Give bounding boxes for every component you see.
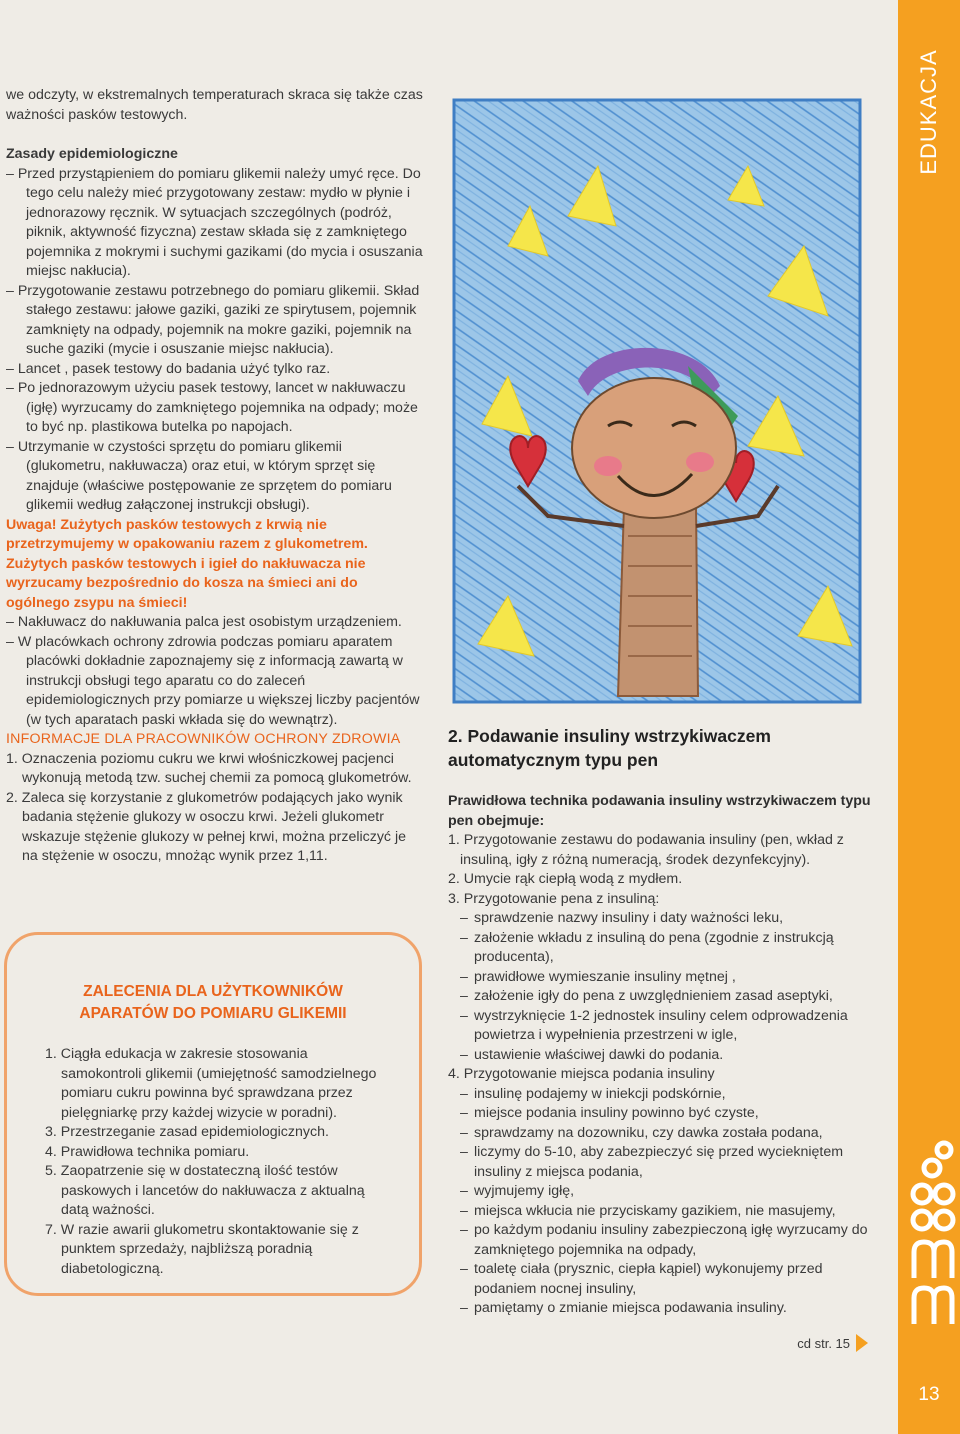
sub-list-text: wystrzyknięcie 1-2 jednostek insuliny celem odprowadzenia powietrza i wypełnienia przestrzeni w igle, [474, 1007, 848, 1043]
list-item: 2. Umycie rąk ciepłą wodą z mydłem. [448, 871, 683, 887]
dash-bullet: – [460, 1202, 468, 1219]
sub-list-item [448, 1007, 872, 1046]
box-title-line: ZALECENIA DLA UŻYTKOWNIKÓW [83, 983, 343, 1000]
warning-text: Uwaga! Zużytych pasków testowych z krwią nie przetrzymujemy w opakowaniu razem z glukometrem. Zużytych pasków testowych i igieł do nakłuwacza nie wyrzucamy bezpośrednio do kosza na śmieci ani do ogólnego zsypu na śmieci! [6, 516, 368, 611]
sub-list-text: miejsce podania insuliny powinno być czyste, [474, 1105, 759, 1121]
sub-list-item [448, 1143, 872, 1182]
arrow-right-icon [856, 1334, 868, 1352]
section-subtitle: Prawidłowa technika podawania insuliny wstrzykiwaczem typu pen obejmuje: [448, 793, 871, 829]
right-column [448, 724, 872, 1319]
child-drawing-illustration [448, 96, 866, 706]
box-title-line: APARATÓW DO POMIARU GLIKEMII [79, 1005, 347, 1022]
info-item: 1. Oznaczenia poziomu cukru we krwi włośniczkowej pacjenci wykonują metodą tzw. suchej chemii za pomocą glukometrów. [6, 750, 412, 786]
list-item: – Po jednorazowym użyciu pasek testowy, lancet w nakłuwaczu (igłę) wyrzucamy do zamkniętego pojemnika na odpady; może to być np. plastikowa butelka po napojach. [6, 380, 418, 435]
list-item: – Utrzymanie w czystości sprzętu do pomiaru glikemii (glukometru, nakłuwacza) oraz etui, w którym sprzęt się znajduje (właściwe postępowanie ze sprzętem do pomiaru glikemii według załączonej instrukcji obsługi). [6, 438, 392, 513]
dash-bullet: – [460, 988, 468, 1004]
brand-logo-icon [908, 1138, 956, 1334]
sub-list-item [448, 1182, 872, 1202]
box-item: 7. W razie awarii glukometru skontaktowanie się z punktem sprzedaży, najbliższą poradnią diabetologiczną. [45, 1221, 359, 1277]
sub-list-text: założenie wkładu z insuliną do pena (zgodnie z instrukcją producenta), [474, 929, 834, 965]
sub-list-text: insulinę podajemy w iniekcji podskórnie, [474, 1085, 726, 1102]
box-item: 3. Przestrzeganie zasad epidemiologicznych. [45, 1124, 329, 1140]
sub-list-text: prawidłowe wymieszanie insuliny mętnej , [474, 968, 736, 985]
list-item: – Lancet , pasek testowy do badania użyć tylko raz. [6, 360, 331, 377]
sub-list-text: miejsca wkłucia nie przyciskamy gazikiem, nie masujemy, [474, 1202, 836, 1219]
dash-bullet: – [460, 1105, 468, 1121]
dash-bullet: – [460, 910, 468, 926]
dash-bullet: – [460, 1007, 468, 1024]
section-label [898, 0, 960, 190]
list-item: 3. Przygotowanie pena z insuliną: [448, 890, 660, 907]
list-item: – Przed przystąpieniem do pomiaru glikemii należy umyć ręce. Do tego celu należy mieć przygotowany zestaw: mydło w płynie i jednorazowy ręcznik. W sytuacjach szczególnych (podróż, piknik, aktywność fizyczna) zestaw składa się z zamkniętego pojemnika z mokrymi i suchymi gazikami (do mycia i osuszania miejsc nakłucia). [6, 165, 423, 279]
box-item: 4. Prawidłowa technika pomiaru. [45, 1143, 250, 1160]
list-item: – Nakłuwacz do nakłuwania palca jest osobistym urządzeniem. [6, 614, 402, 630]
box-item: 1. Ciągła edukacja w zakresie stosowania samokontroli glikemii (umiejętność samodzielnego pomiaru cukru powinna być sprawdzana przez pielęgniarkę przy każdej wizycie w poradni). [45, 1046, 377, 1121]
sub-list-item [448, 1202, 872, 1222]
sub-list-item [448, 1046, 872, 1066]
box-item: 5. Zaopatrzenie się w dostateczną ilość testów paskowych i lancetów do nakłuwacza z aktualną datą ważności. [45, 1163, 365, 1218]
sub-list-item [448, 1299, 872, 1319]
sub-list-text: pamiętamy o zmianie miejsca podawania insuliny. [474, 1300, 787, 1316]
sub-list-item [448, 929, 872, 968]
intro-text: we odczyty, w ekstremalnych temperaturach skraca się także czas ważności pasków testowych. [6, 87, 423, 123]
dash-bullet: – [460, 1085, 468, 1102]
list-item: 4. Przygotowanie miejsca podania insuliny [448, 1066, 715, 1082]
box-list [45, 1045, 385, 1279]
continued-note [797, 1334, 868, 1352]
sub-list-3 [448, 909, 872, 1065]
sub-list-item [448, 987, 872, 1007]
left-column [6, 86, 424, 867]
sub-list-item [448, 1104, 872, 1124]
dash-bullet: – [460, 1261, 468, 1277]
sub-list-4 [448, 1085, 872, 1319]
sub-list-item [448, 909, 872, 929]
list-item: 1. Przygotowanie zestawu do podawania insuliny (pen, wkład z insuliną, igły z różną numeracją, środek dezynfekcyjny). [448, 832, 844, 868]
sub-list-text: założenie igły do pena z uwzględnieniem zasad aseptyki, [474, 988, 833, 1004]
dash-bullet: – [460, 929, 468, 946]
dash-bullet: – [460, 1183, 468, 1199]
sub-list-item [448, 1260, 872, 1299]
info-heading: INFORMACJE DLA PRACOWNIKÓW OCHRONY ZDROWIA [6, 731, 401, 747]
list-item: – W placówkach ochrony zdrowia podczas pomiaru aparatem placówki dokładnie zapoznajemy się z informacją zawartą w instrukcji obsługi tego aparatu co do zaleceń epidemiologicznych przy pomiarze u większej liczby pacjentów (w tych aparatach paski wkłada się do wewnątrz). [6, 633, 420, 728]
list-item: – Przygotowanie zestawu potrzebnego do pomiaru glikemii. Skład stałego zestawu: jałowe gaziki, gaziki ze spirytusem, pojemnik zamknięty na odpady, pojemnik na mokre gaziki, pojemnik na suche gaziki (mycie i osuszanie miejsc nakłucia). [6, 282, 420, 357]
sub-list-item [448, 1221, 872, 1260]
section-label-text: EDUKACJA [916, 49, 941, 175]
sub-list-text: ustawienie właściwej dawki do podania. [474, 1046, 724, 1063]
box-title [7, 981, 419, 1025]
sub-list-text: wyjmujemy igłę, [474, 1183, 575, 1199]
sub-list-text: toaletę ciała (prysznic, ciepła kąpiel) wykonujemy przed podaniem nocnej insuliny, [474, 1261, 823, 1297]
sub-list-item [448, 1124, 872, 1144]
dash-bullet: – [460, 1144, 468, 1160]
dash-bullet: – [460, 968, 468, 985]
section-title: 2. Podawanie insuliny wstrzykiwaczem automatycznym typu pen [448, 726, 771, 770]
dash-bullet: – [460, 1046, 468, 1063]
sub-list-item [448, 968, 872, 988]
continued-text: cd str. 15 [797, 1335, 850, 1351]
info-item: 2. Zaleca się korzystanie z glukometrów podających jako wynik badania stężenie glukozy w osoczu krwi. Jeżeli glukometr wskazuje stężenie glukozy w pełnej krwi, można przeliczyć je na stężenie w osoczu, mnożąc wynik przez 1,11. [6, 789, 407, 864]
page-number: 13 [918, 1384, 940, 1405]
sub-list-item [448, 1085, 872, 1105]
sub-list-text: liczymy do 5-10, aby zabezpieczyć się przed wyciekniętem insuliny z miejsca podania, [474, 1144, 844, 1180]
sub-list-text: sprawdzenie nazwy insuliny i daty ważności leku, [474, 910, 784, 926]
epidemiology-heading: Zasady epidemiologiczne [6, 146, 178, 162]
sub-list-text: sprawdzamy na dozowniku, czy dawka została podana, [474, 1124, 823, 1141]
dash-bullet: – [460, 1222, 468, 1238]
dash-bullet: – [460, 1300, 468, 1316]
recommendations-box [4, 932, 422, 1296]
dash-bullet: – [460, 1124, 468, 1141]
sub-list-text: po każdym podaniu insuliny zabezpieczoną igłę wyrzucamy do zamkniętego pojemnika na odpady, [474, 1222, 868, 1258]
